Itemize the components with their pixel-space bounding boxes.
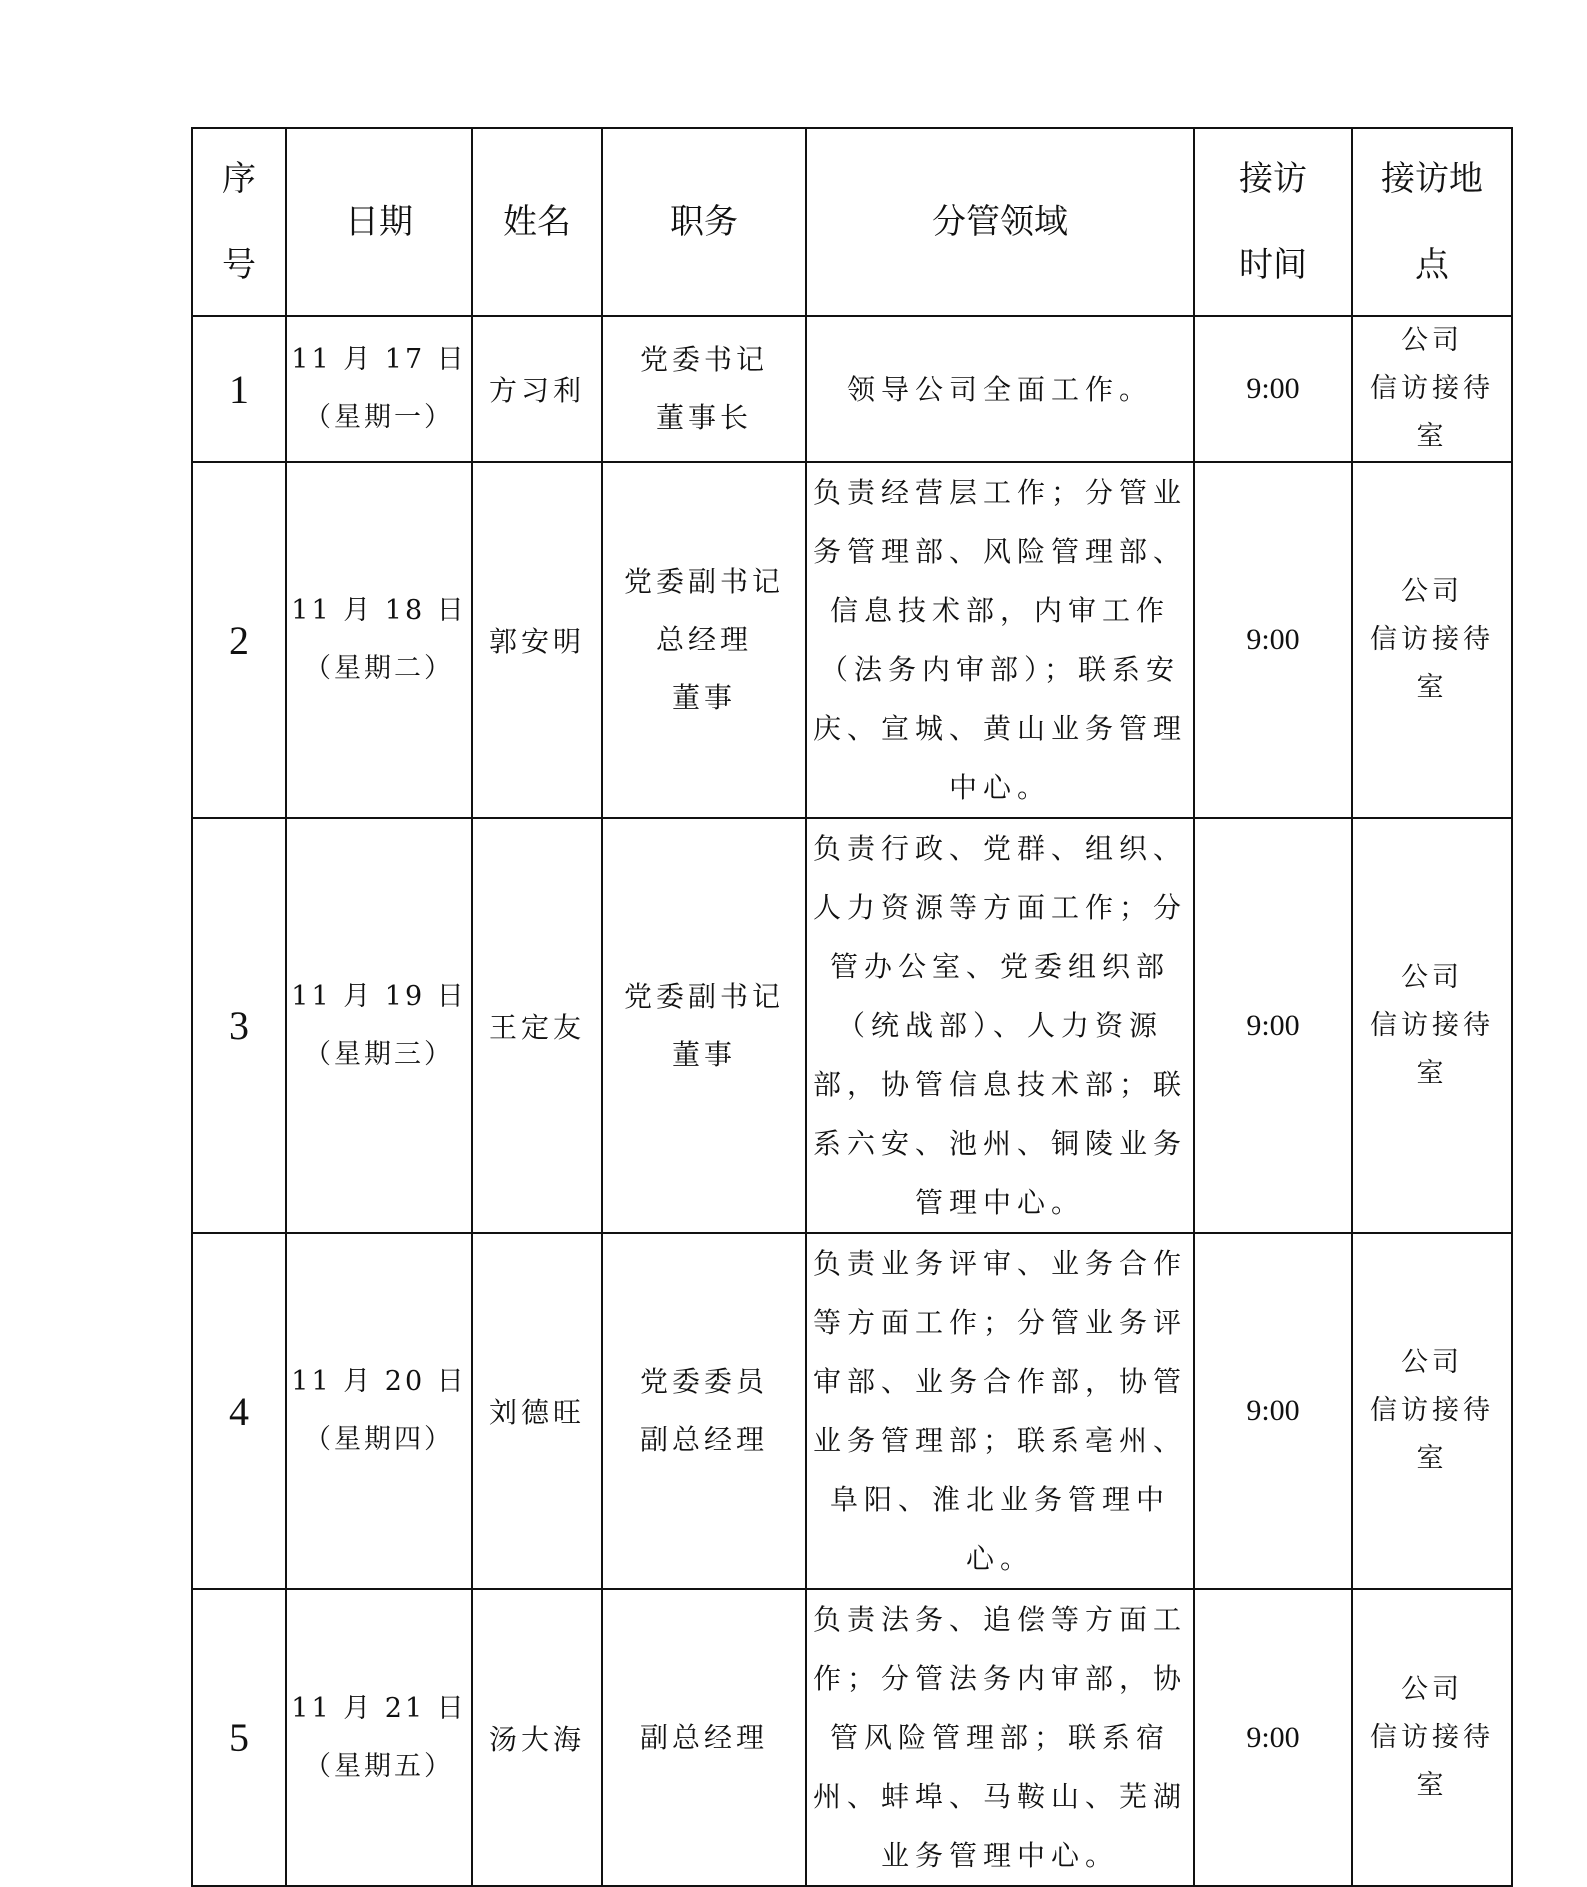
date-weekday: （星期四） bbox=[304, 1424, 454, 1455]
header-title-label: 职务 bbox=[670, 202, 738, 242]
place-line: 公司 bbox=[1401, 1347, 1463, 1378]
title-line: 董事 bbox=[671, 1037, 736, 1071]
cell-index: 4 bbox=[192, 1233, 286, 1589]
cell-area: 负责经营层工作；分管业务管理部、风险管理部、信息技术部，内审工作（法务内审部）；联系安庆、宣城、黄山业务管理中心。 bbox=[806, 462, 1194, 818]
title-line: 党委副书记 bbox=[623, 979, 784, 1013]
place-line: 信访接待 bbox=[1370, 1395, 1494, 1426]
place-line: 室 bbox=[1416, 1443, 1448, 1474]
header-index-line: 序 bbox=[222, 159, 256, 199]
date-day: 11 月 20 日 bbox=[291, 1366, 467, 1397]
cell-name: 王定友 bbox=[472, 818, 602, 1233]
header-date bbox=[286, 128, 472, 316]
cell-time: 9:00 bbox=[1194, 818, 1352, 1233]
cell-title bbox=[602, 462, 806, 818]
cell-name: 郭安明 bbox=[472, 462, 602, 818]
date-day: 11 月 18 日 bbox=[291, 595, 467, 626]
header-place-line: 点 bbox=[1415, 245, 1449, 285]
cell-area: 负责行政、党群、组织、人力资源等方面工作；分管办公室、党委组织部（统战部）、人力资源部，协管信息技术部；联系六安、池州、铜陵业务管理中心。 bbox=[806, 818, 1194, 1233]
date-weekday: （星期五） bbox=[304, 1750, 454, 1782]
header-time bbox=[1194, 128, 1352, 316]
cell-time: 9:00 bbox=[1194, 1589, 1352, 1886]
table-row bbox=[192, 1233, 1512, 1589]
cell-date bbox=[286, 1589, 472, 1886]
date-weekday: （星期一） bbox=[304, 402, 454, 433]
cell-place bbox=[1352, 462, 1512, 818]
cell-index: 2 bbox=[192, 462, 286, 818]
cell-name: 刘德旺 bbox=[472, 1233, 602, 1589]
cell-place bbox=[1352, 1233, 1512, 1589]
cell-title bbox=[602, 316, 806, 462]
cell-place bbox=[1352, 818, 1512, 1233]
cell-date bbox=[286, 316, 472, 462]
cell-area: 负责业务评审、业务合作等方面工作；分管业务评审部、业务合作部，协管业务管理部；联系亳州、阜阳、淮北业务管理中心。 bbox=[806, 1233, 1194, 1589]
header-date-label: 日期 bbox=[345, 202, 413, 242]
place-line: 信访接待 bbox=[1370, 1721, 1494, 1753]
table-row bbox=[192, 316, 1512, 462]
date-weekday: （星期二） bbox=[304, 653, 454, 684]
cell-time: 9:00 bbox=[1194, 462, 1352, 818]
table-header-row bbox=[192, 128, 1512, 316]
date-day: 11 月 17 日 bbox=[291, 344, 467, 375]
date-day: 11 月 19 日 bbox=[291, 980, 467, 1012]
header-place bbox=[1352, 128, 1512, 316]
cell-name: 方习利 bbox=[472, 316, 602, 462]
table-row bbox=[192, 818, 1512, 1233]
date-weekday: （星期三） bbox=[304, 1038, 454, 1070]
cell-area: 负责法务、追偿等方面工作；分管法务内审部，协管风险管理部；联系宿州、蚌埠、马鞍山、芜湖业务管理中心。 bbox=[806, 1589, 1194, 1886]
cell-index: 1 bbox=[192, 316, 286, 462]
table-row bbox=[192, 462, 1512, 818]
title-line: 党委书记 bbox=[639, 343, 768, 376]
title-line: 党委委员 bbox=[639, 1365, 768, 1398]
cell-title bbox=[602, 818, 806, 1233]
header-area bbox=[806, 128, 1194, 316]
place-line: 信访接待 bbox=[1370, 1009, 1494, 1041]
title-line: 董事长 bbox=[655, 401, 752, 434]
date-day: 11 月 21 日 bbox=[291, 1692, 467, 1724]
cell-place bbox=[1352, 316, 1512, 462]
title-line: 副总经理 bbox=[639, 1720, 768, 1754]
header-index bbox=[192, 128, 286, 316]
place-line: 信访接待 bbox=[1370, 624, 1494, 655]
header-time-line: 接访 bbox=[1239, 159, 1307, 199]
cell-place bbox=[1352, 1589, 1512, 1886]
title-line: 董事 bbox=[671, 681, 736, 714]
cell-title bbox=[602, 1589, 806, 1886]
cell-index: 5 bbox=[192, 1589, 286, 1886]
cell-date bbox=[286, 462, 472, 818]
reception-schedule-table bbox=[191, 127, 1513, 1887]
cell-date bbox=[286, 818, 472, 1233]
header-index-line: 号 bbox=[222, 245, 256, 285]
cell-index: 3 bbox=[192, 818, 286, 1233]
place-line: 室 bbox=[1416, 1057, 1448, 1089]
header-name-label: 姓名 bbox=[503, 202, 571, 242]
place-line: 信访接待 bbox=[1370, 373, 1494, 404]
place-line: 室 bbox=[1416, 421, 1448, 452]
cell-date bbox=[286, 1233, 472, 1589]
place-line: 公司 bbox=[1401, 576, 1463, 607]
place-line: 公司 bbox=[1401, 1673, 1463, 1705]
header-name bbox=[472, 128, 602, 316]
cell-time: 9:00 bbox=[1194, 316, 1352, 462]
cell-area: 领导公司全面工作。 bbox=[806, 316, 1194, 462]
table-row bbox=[192, 1589, 1512, 1886]
header-area-label: 分管领域 bbox=[932, 202, 1068, 242]
header-title bbox=[602, 128, 806, 316]
header-time-line: 时间 bbox=[1239, 245, 1307, 285]
cell-time: 9:00 bbox=[1194, 1233, 1352, 1589]
title-line: 副总经理 bbox=[639, 1423, 768, 1456]
place-line: 公司 bbox=[1401, 961, 1463, 993]
title-line: 党委副书记 bbox=[623, 565, 784, 598]
cell-title bbox=[602, 1233, 806, 1589]
header-place-line: 接访地 bbox=[1381, 159, 1483, 199]
title-line: 总经理 bbox=[655, 623, 752, 656]
place-line: 室 bbox=[1416, 1769, 1448, 1801]
place-line: 室 bbox=[1416, 672, 1448, 703]
cell-name: 汤大海 bbox=[472, 1589, 602, 1886]
place-line: 公司 bbox=[1401, 325, 1463, 356]
